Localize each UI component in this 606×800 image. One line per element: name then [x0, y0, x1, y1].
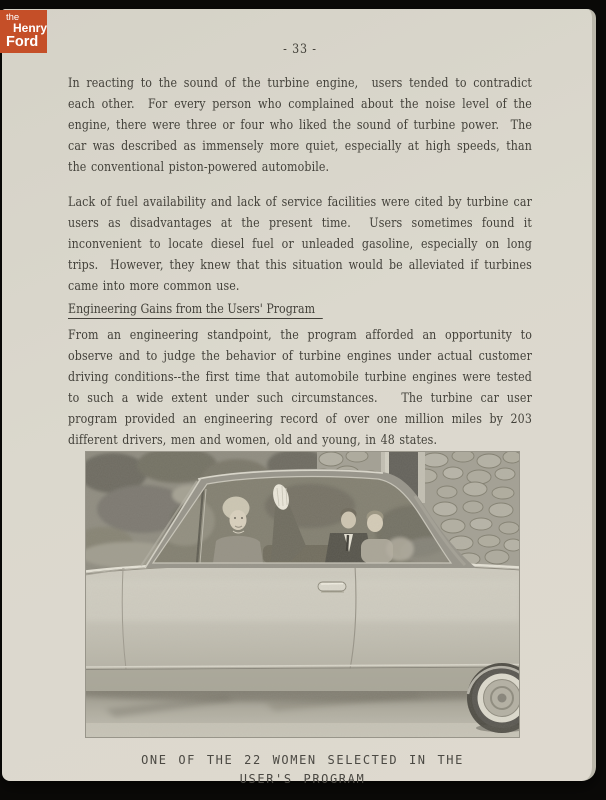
section-heading-text: Engineering Gains from the Users' Program	[68, 302, 323, 319]
paragraph-engineering-gains: From an engineering standpoint, the program afforded an opportunity to observe and to judge the behavior of turbine engines under actual customer driving conditions--the first time that automobile turbine engines were tested to such a wide extent under such circumstances. The turbine car user program provided an engineering record of over one million miles by 203 different drivers, men and women, old and young, in 48 states.	[68, 328, 537, 448]
photo-caption	[85, 751, 520, 789]
paragraph-fuel-availability: Lack of fuel availability and lack of service facilities were cited by turbine car users as disadvantages at the present time. Users sometimes found it inconvenient to locate diesel fuel or unleaded gasoline, especially on long trips. However, they knew that this situation would be alleviated if turbines came into more common use.	[68, 195, 537, 294]
document-page	[2, 9, 596, 786]
caption-line-2: USER'S PROGRAM	[239, 772, 366, 786]
turbine-car-photo-svg	[85, 451, 520, 738]
user-program-figure	[85, 451, 520, 789]
text-column	[68, 39, 537, 451]
caption-line-1: ONE OF THE 22 WOMEN SELECTED IN THE	[141, 753, 464, 767]
henry-ford-logo	[0, 10, 47, 53]
paragraph-engine-sound: In reacting to the sound of the turbine engine, users tended to contradict each other. For every person who complained about the noise level of the engine, there were three or four who liked the sound of turbine power. The car was described as immensely more quiet, especially at high speeds, than the conventional piston-powered automobile.	[68, 76, 537, 175]
logo-word-ford: Ford	[6, 34, 39, 50]
page-number: - 33 -	[283, 42, 317, 57]
logo-word-the: the	[6, 12, 20, 23]
logo-word-henry: Henry	[13, 21, 48, 35]
section-heading	[68, 299, 532, 320]
turbine-car-photo	[85, 451, 520, 738]
